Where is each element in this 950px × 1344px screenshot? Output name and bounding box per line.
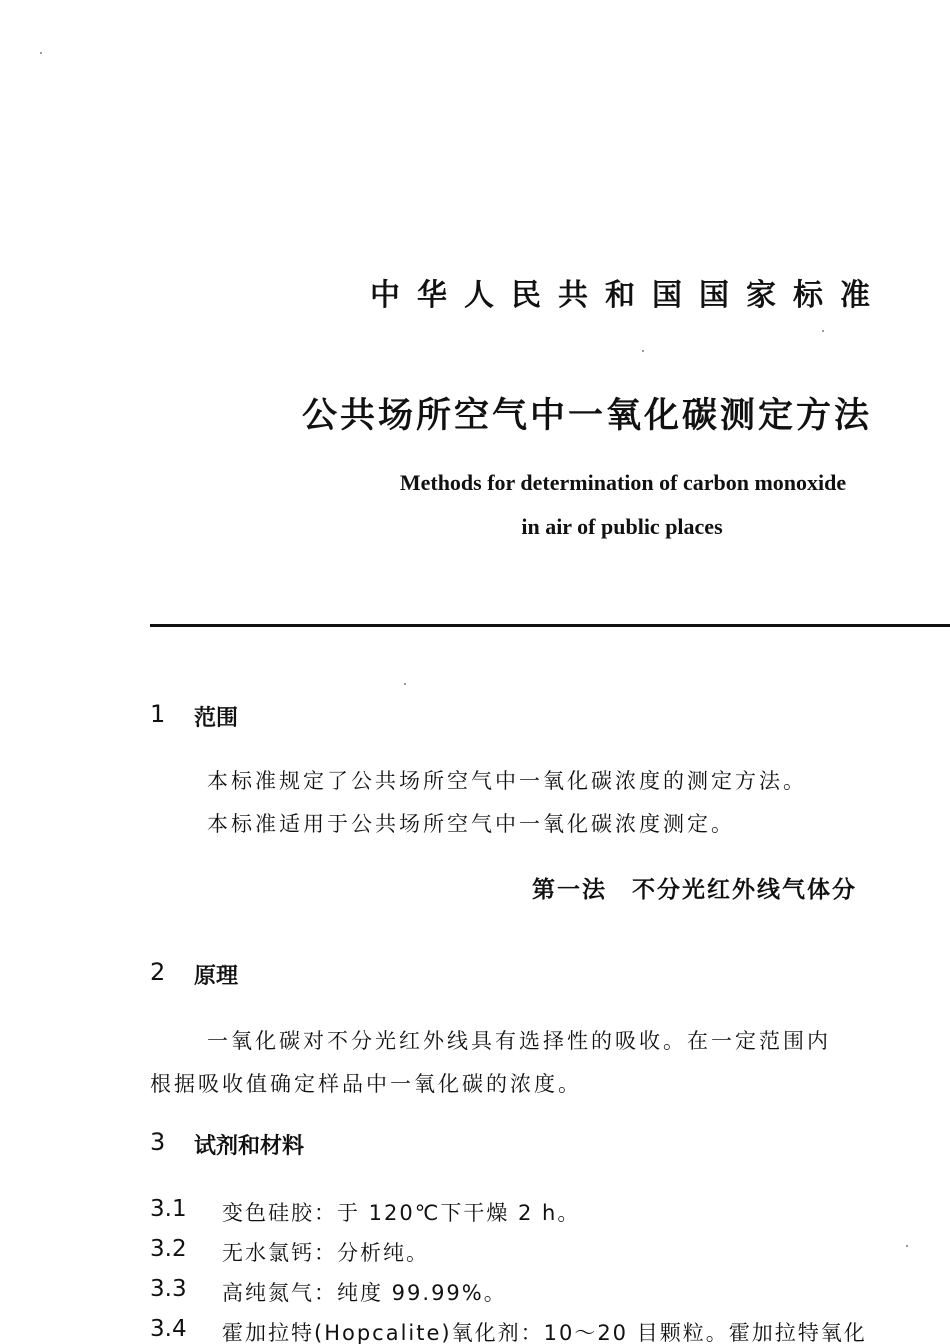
section-2-title: 原理 bbox=[194, 964, 239, 989]
section-1-paragraph: 本标准适用于公共场所空气中一氧化碳浓度测定。 bbox=[207, 812, 735, 836]
item-text: 高纯氮气：纯度 99.99%。 bbox=[222, 1281, 507, 1305]
scan-speck bbox=[642, 350, 644, 352]
section-2-number: 2 bbox=[150, 958, 166, 986]
standard-title-en-line2: in air of public places bbox=[521, 514, 723, 539]
item-number: 3.3 bbox=[150, 1276, 187, 1302]
national-standard-heading: 中华人民共和国国家标准 bbox=[370, 278, 887, 313]
standard-title-en-line1: Methods for determination of carbon monoxide bbox=[399, 470, 847, 495]
item-text: 无水氯钙：分析纯。 bbox=[222, 1241, 429, 1265]
header-divider bbox=[150, 624, 950, 627]
section-1-paragraph: 本标准规定了公共场所空气中一氧化碳浓度的测定方法。 bbox=[207, 769, 807, 793]
item-number: 3.1 bbox=[150, 1196, 187, 1222]
standard-title-cn: 公共场所空气中一氧化碳测定方法 bbox=[302, 396, 873, 436]
section-2-paragraph: 一氧化碳对不分光红外线具有选择性的吸收。在一定范围内 bbox=[207, 1029, 831, 1053]
method-1-heading: 第一法 不分光红外线气体分 bbox=[532, 877, 857, 903]
item-text: 霍加拉特(Hopcalite)氧化剂：10～20 目颗粒。霍加拉特氧化 bbox=[222, 1321, 867, 1344]
section-1-title: 范围 bbox=[194, 706, 239, 731]
scan-speck bbox=[40, 52, 42, 54]
scan-speck bbox=[906, 1245, 908, 1247]
section-1-number: 1 bbox=[150, 700, 166, 728]
scan-speck bbox=[822, 330, 824, 332]
item-number: 3.4 bbox=[150, 1316, 187, 1342]
scan-speck bbox=[404, 683, 406, 685]
section-3-number: 3 bbox=[150, 1128, 166, 1156]
section-3-title: 试剂和材料 bbox=[194, 1134, 305, 1159]
item-text: 变色硅胶：于 120℃下干燥 2 h。 bbox=[222, 1201, 581, 1225]
item-number: 3.2 bbox=[150, 1236, 187, 1262]
section-2-paragraph: 根据吸收值确定样品中一氧化碳的浓度。 bbox=[150, 1072, 582, 1096]
